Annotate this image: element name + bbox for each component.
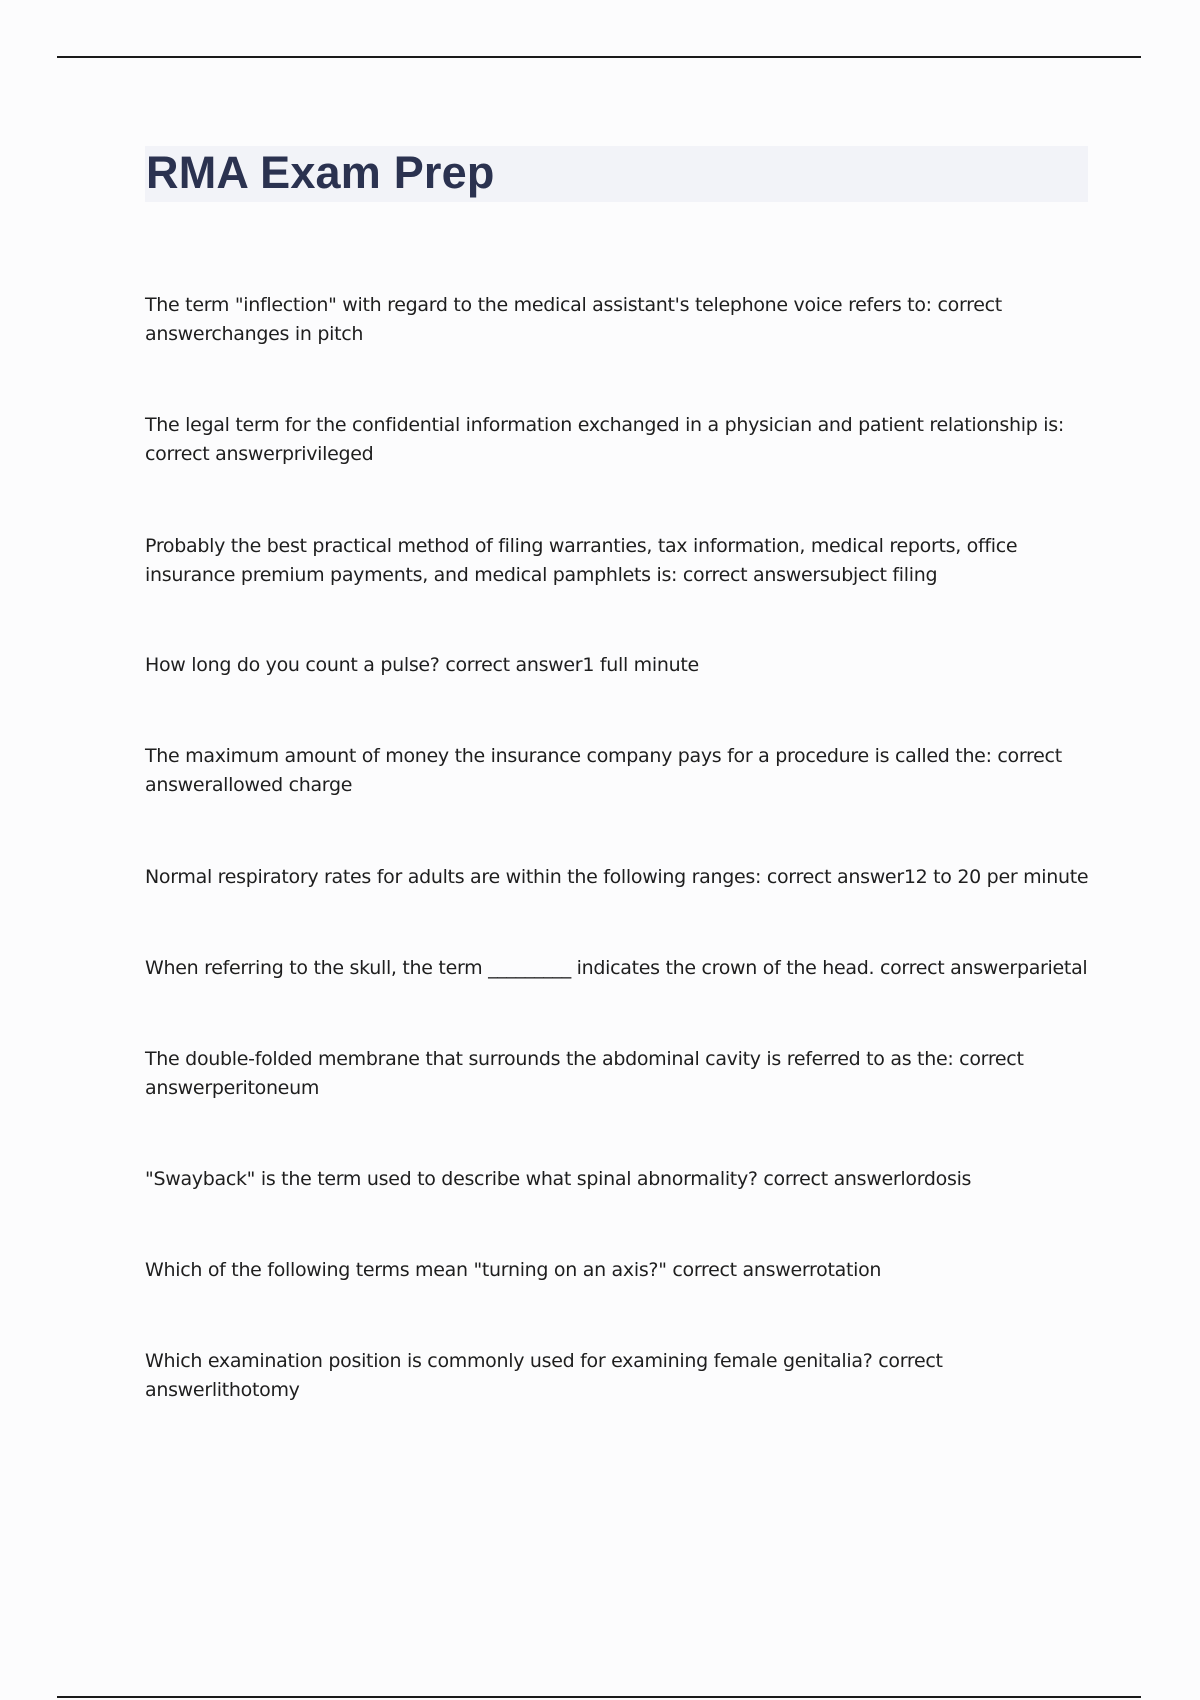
question-answer-3: Probably the best practical method of filing warranties, tax information, medical reports, office insurance premium payments, and medical pamphlets is: correct answersubject filing — [145, 535, 1018, 586]
top-rule — [57, 56, 1141, 58]
question-answer-1: The term "inflection" with regard to the medical assistant's telephone voice refers to: correct answerchanges in pitch — [145, 294, 1002, 345]
question-answer-7: When referring to the skull, the term _________ indicates the crown of the head. correct answerparietal — [145, 957, 1088, 979]
question-answer-5: The maximum amount of money the insurance company pays for a procedure is called the: correct answerallowed charge — [145, 745, 1062, 796]
question-answer-10: Which of the following terms mean "turning on an axis?" correct answerrotation — [145, 1259, 882, 1281]
bottom-rule — [57, 1696, 1141, 1698]
question-answer-11: Which examination position is commonly used for examining female genitalia? correct answerlithotomy — [145, 1350, 943, 1401]
question-answer-8: The double-folded membrane that surrounds the abdominal cavity is referred to as the: correct answerperitoneum — [145, 1048, 1024, 1099]
page-title: RMA Exam Prep — [146, 147, 495, 198]
question-answer-4: How long do you count a pulse? correct answer1 full minute — [145, 654, 699, 676]
question-answer-9: "Swayback" is the term used to describe what spinal abnormality? correct answerlordosis — [145, 1168, 972, 1190]
question-answer-6: Normal respiratory rates for adults are within the following ranges: correct answer12 to 20 per minute — [145, 866, 1089, 888]
question-answer-2: The legal term for the confidential information exchanged in a physician and patient relationship is: correct answerprivileged — [145, 414, 1064, 465]
